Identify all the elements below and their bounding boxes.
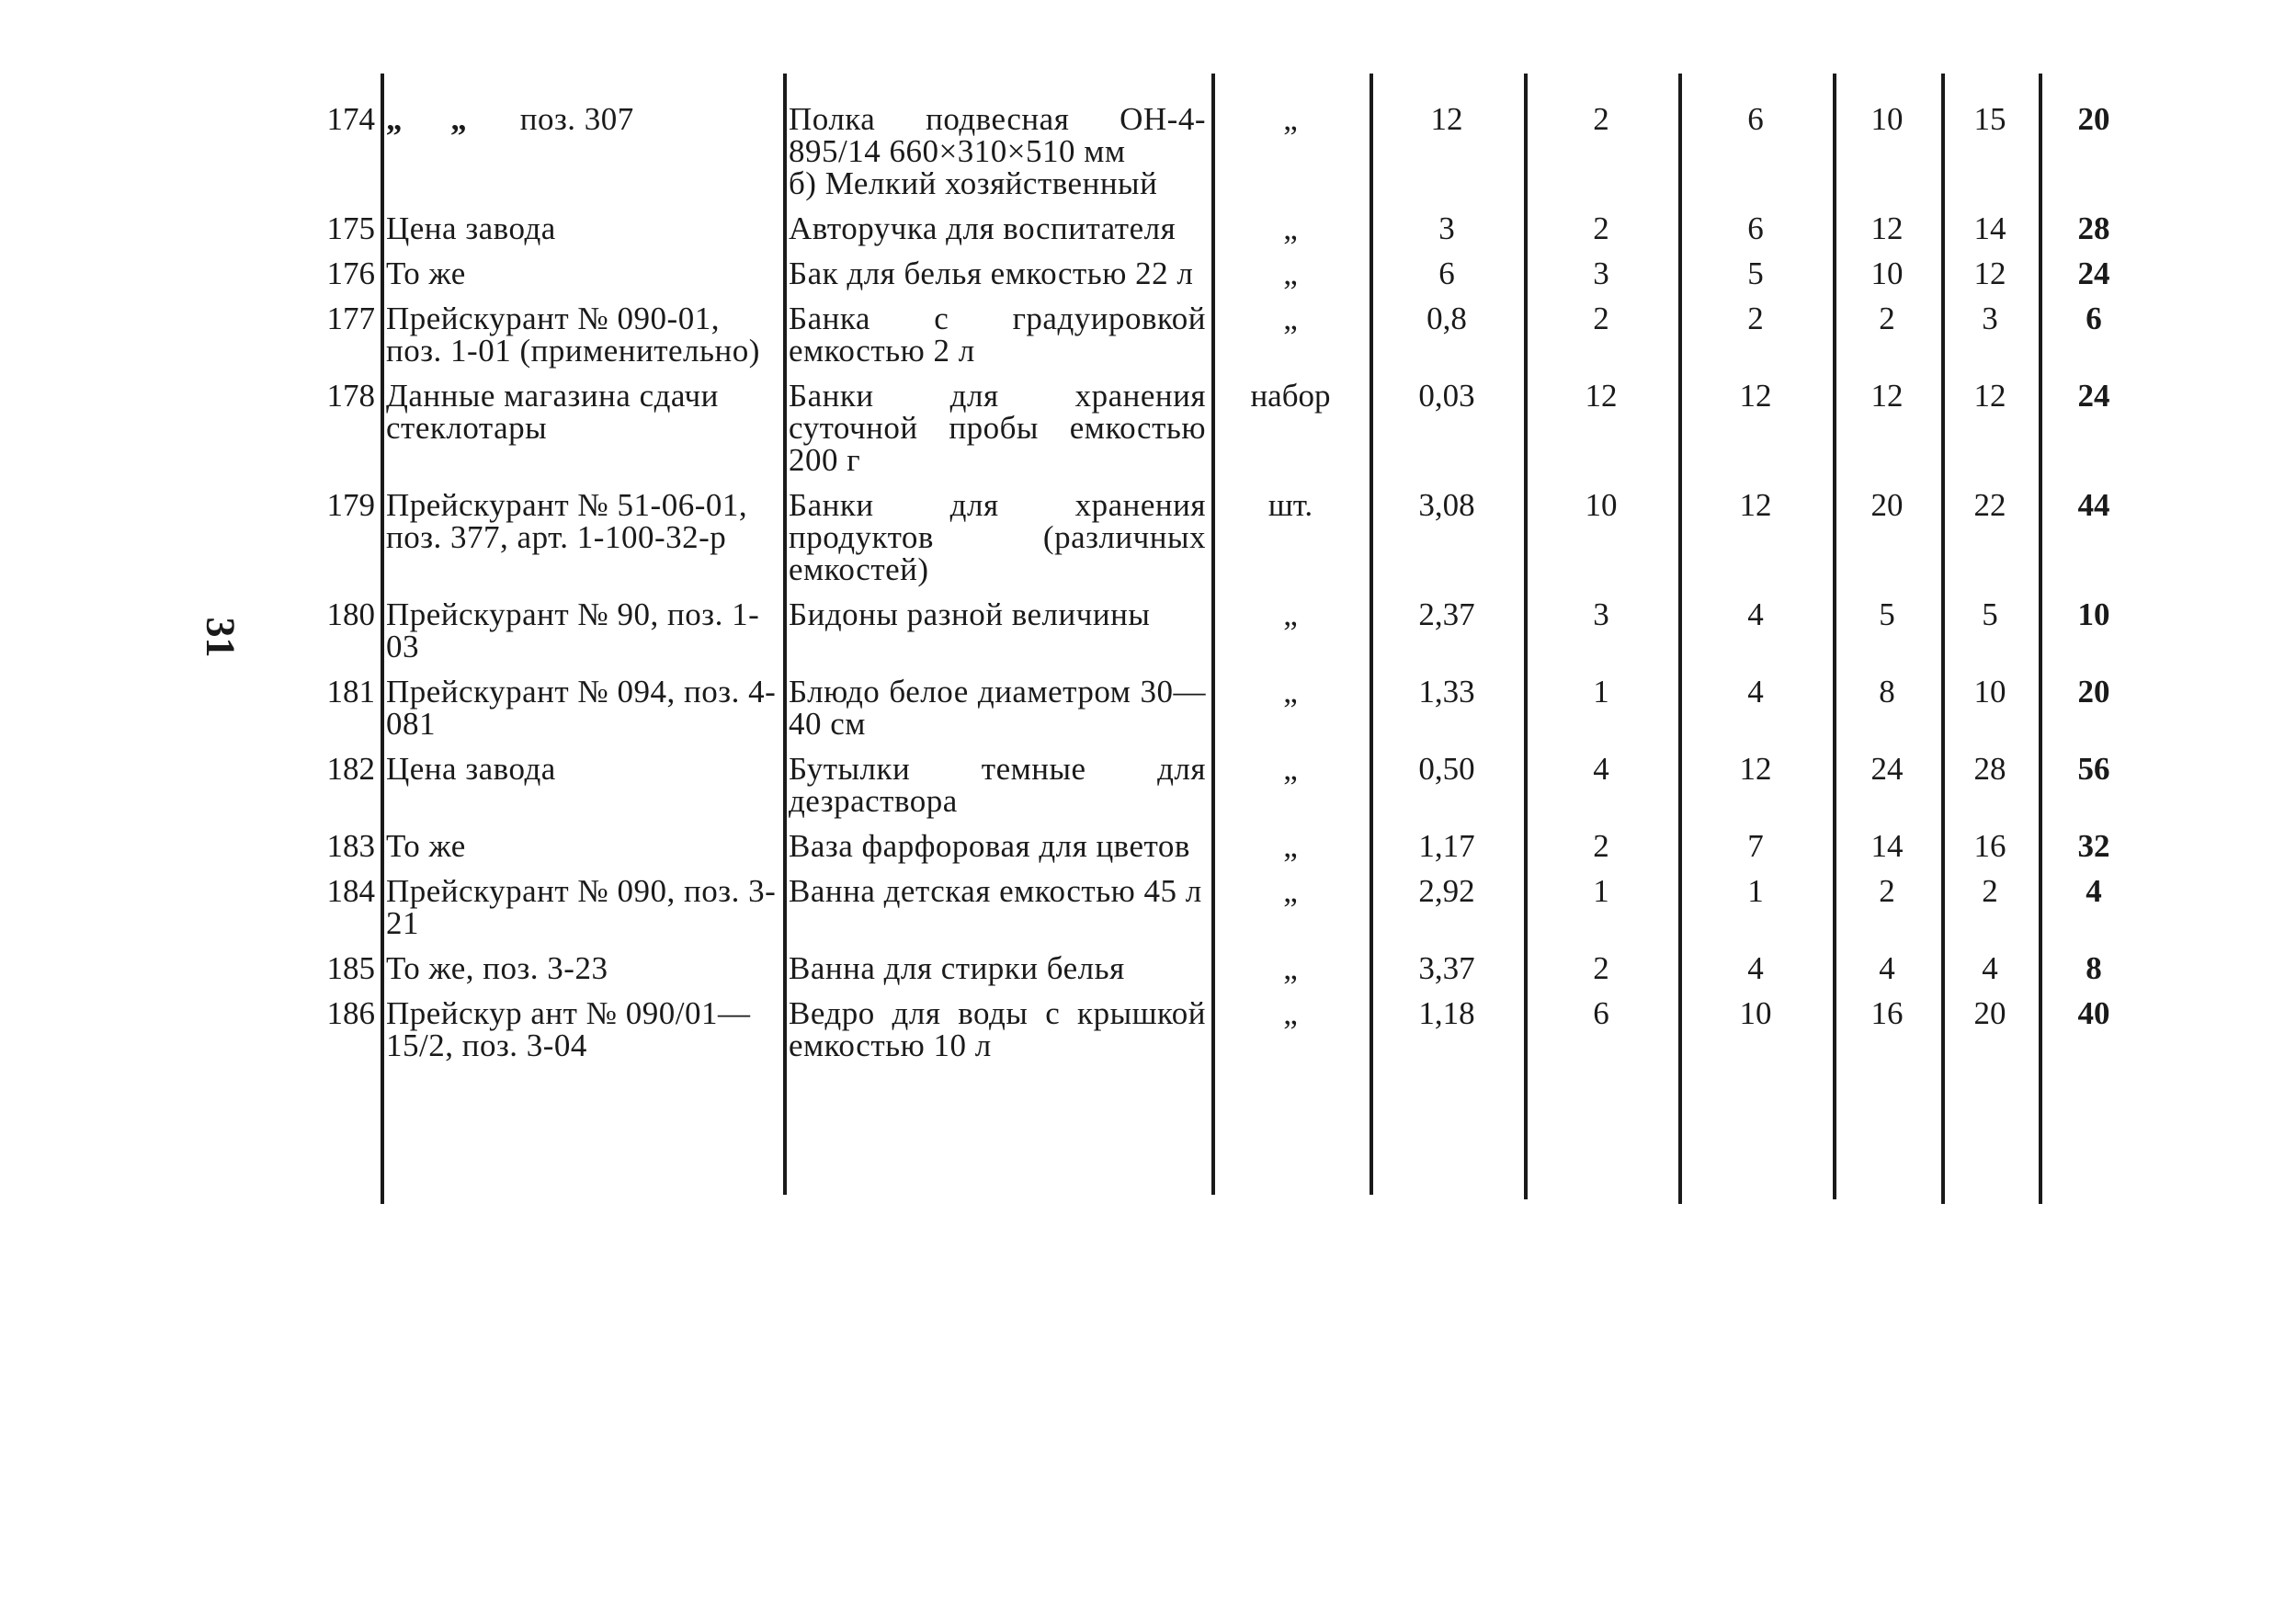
price-source-text: То же, поз. 3-23 xyxy=(386,952,608,986)
quantity-col-3: 2 xyxy=(1879,875,1895,909)
unit-price: 2,37 xyxy=(1418,598,1475,632)
price-source xyxy=(381,302,783,380)
unit-of-measure: „ xyxy=(1283,103,1298,137)
item-name-text: Банки для хранения продуктов (различных емкостей) xyxy=(789,489,1206,587)
ditto-mark: „ „ xyxy=(386,103,487,137)
quantity-col-4: 16 xyxy=(1973,830,2006,864)
unit-price: 1,33 xyxy=(1418,675,1475,710)
item-name xyxy=(783,830,1211,875)
quantity-col-5: 28 xyxy=(2077,212,2110,246)
quantity-col-4: 12 xyxy=(1973,257,2006,291)
price-source-text: Прейскурант № 90, поз. 1-03 xyxy=(386,598,760,664)
price-source xyxy=(381,997,783,1074)
quantity-col-2: 7 xyxy=(1747,830,1764,864)
quantity-col-2: 12 xyxy=(1739,753,1772,787)
item-name-text: Бидоны разной величины xyxy=(789,598,1151,632)
quantity-col-4: 5 xyxy=(1982,598,1998,632)
table-row xyxy=(267,380,2149,489)
quantity-col-2: 4 xyxy=(1747,598,1764,632)
unit-of-measure: „ xyxy=(1283,257,1298,291)
quantity-col-3: 20 xyxy=(1870,489,1904,523)
table-row xyxy=(267,830,2149,875)
quantity-col-5: 20 xyxy=(2077,675,2110,710)
unit-of-measure: „ xyxy=(1283,830,1298,864)
quantity-col-2: 5 xyxy=(1747,257,1764,291)
table-row xyxy=(267,997,2149,1074)
price-source-text: Цена завода xyxy=(386,753,556,787)
quantity-col-2: 12 xyxy=(1739,489,1772,523)
quantity-col-1: 2 xyxy=(1593,103,1609,137)
table-row xyxy=(267,257,2149,302)
unit-price: 3,08 xyxy=(1418,489,1475,523)
quantity-col-3: 4 xyxy=(1879,952,1895,986)
unit-of-measure: „ xyxy=(1283,753,1298,787)
quantity-col-2: 6 xyxy=(1747,212,1764,246)
items-table xyxy=(267,103,2149,1074)
quantity-col-5: 24 xyxy=(2077,380,2110,414)
price-source-text: Данные магазина сдачи стеклотары xyxy=(386,380,719,446)
item-name-text: Бак для белья емкостью 22 л xyxy=(789,257,1194,291)
quantity-col-3: 14 xyxy=(1870,830,1904,864)
row-number: 181 xyxy=(326,675,375,710)
quantity-col-1: 1 xyxy=(1593,675,1609,710)
item-name xyxy=(783,598,1211,675)
row-number: 186 xyxy=(326,997,375,1031)
quantity-col-4: 14 xyxy=(1973,212,2006,246)
quantity-col-5: 4 xyxy=(2086,875,2102,909)
unit-of-measure: набор xyxy=(1250,380,1331,414)
price-source xyxy=(381,212,783,257)
quantity-col-2: 4 xyxy=(1747,952,1764,986)
quantity-col-5: 6 xyxy=(2086,302,2102,336)
unit-of-measure: шт. xyxy=(1267,489,1313,523)
price-source-text: Прейскурант № 51-06-01, поз. 377, арт. 1-100-32-р xyxy=(386,489,748,555)
item-name xyxy=(783,997,1211,1074)
unit-of-measure: „ xyxy=(1283,997,1298,1031)
unit-of-measure: „ xyxy=(1283,875,1298,909)
price-source xyxy=(381,489,783,598)
row-number: 179 xyxy=(326,489,375,523)
table-row xyxy=(267,875,2149,952)
item-name xyxy=(783,675,1211,753)
row-number: 176 xyxy=(326,257,375,291)
quantity-col-4: 28 xyxy=(1973,753,2006,787)
table-row xyxy=(267,675,2149,753)
quantity-col-1: 4 xyxy=(1593,753,1609,787)
price-source-text: То же xyxy=(386,257,466,291)
table-row xyxy=(267,302,2149,380)
quantity-col-2: 10 xyxy=(1739,997,1772,1031)
quantity-col-1: 12 xyxy=(1585,380,1618,414)
quantity-col-4: 22 xyxy=(1973,489,2006,523)
item-name xyxy=(783,875,1211,952)
quantity-col-4: 4 xyxy=(1982,952,1998,986)
price-source xyxy=(381,830,783,875)
item-name xyxy=(783,103,1211,212)
price-source xyxy=(381,257,783,302)
unit-price: 1,18 xyxy=(1418,997,1475,1031)
quantity-col-5: 40 xyxy=(2077,997,2110,1031)
quantity-col-4: 2 xyxy=(1982,875,1998,909)
table-row xyxy=(267,103,2149,212)
unit-of-measure: „ xyxy=(1283,952,1298,986)
unit-price: 12 xyxy=(1430,103,1463,137)
unit-price: 2,92 xyxy=(1418,875,1475,909)
row-number: 175 xyxy=(326,212,375,246)
item-name-text: Ведро для воды с крышкой емкостью 10 л xyxy=(789,997,1206,1063)
unit-price: 1,17 xyxy=(1418,830,1475,864)
item-name-text: Блюдо белое диаметром 30—40 см xyxy=(789,675,1206,742)
item-name xyxy=(783,489,1211,598)
price-source-text: Прейскурант № 090, поз. 3-21 xyxy=(386,875,777,941)
price-source-text: поз. 307 xyxy=(519,103,634,137)
row-number: 177 xyxy=(326,302,375,336)
table-row xyxy=(267,598,2149,675)
unit-price: 3 xyxy=(1438,212,1455,246)
quantity-col-3: 12 xyxy=(1870,380,1904,414)
item-name-text: Банки для хранения суточной пробы емкостью 200 г xyxy=(789,380,1206,478)
row-number: 180 xyxy=(326,598,375,632)
price-source-text: Цена завода xyxy=(386,212,556,246)
quantity-col-4: 3 xyxy=(1982,302,1998,336)
item-name xyxy=(783,302,1211,380)
price-source xyxy=(381,952,783,997)
row-number: 174 xyxy=(326,103,375,137)
quantity-col-4: 15 xyxy=(1973,103,2006,137)
item-name-text: Банка с градуировкой емкостью 2 л xyxy=(789,302,1206,369)
price-source-text: Прейскурант № 090-01, поз. 1-01 (применительно) xyxy=(386,302,760,369)
quantity-col-3: 8 xyxy=(1879,675,1895,710)
quantity-col-5: 56 xyxy=(2077,753,2110,787)
item-name-text: Ванна для стирки белья xyxy=(789,952,1125,986)
quantity-col-3: 24 xyxy=(1870,753,1904,787)
row-number: 184 xyxy=(326,875,375,909)
quantity-col-2: 1 xyxy=(1747,875,1764,909)
price-source xyxy=(381,875,783,952)
price-source-text: Прейскур ант № 090/01—15/2, поз. 3-04 xyxy=(386,997,751,1063)
quantity-col-3: 10 xyxy=(1870,103,1904,137)
quantity-col-3: 5 xyxy=(1879,598,1895,632)
unit-price: 6 xyxy=(1438,257,1455,291)
unit-of-measure: „ xyxy=(1283,302,1298,336)
price-source xyxy=(381,753,783,830)
price-source xyxy=(381,103,783,212)
quantity-col-2: 2 xyxy=(1747,302,1764,336)
quantity-col-4: 12 xyxy=(1973,380,2006,414)
quantity-col-2: 4 xyxy=(1747,675,1764,710)
unit-of-measure: „ xyxy=(1283,675,1298,710)
quantity-col-1: 2 xyxy=(1593,830,1609,864)
quantity-col-1: 3 xyxy=(1593,598,1609,632)
quantity-col-1: 2 xyxy=(1593,952,1609,986)
item-name xyxy=(783,257,1211,302)
item-name-text: Полка подвесная ОН-4-895/14 660×310×510 мм xyxy=(789,103,1206,169)
item-name-text: Ваза фарфоровая для цветов xyxy=(789,830,1190,864)
section-subheading: б) Мелкий хозяйственный xyxy=(789,165,1158,201)
item-name xyxy=(783,212,1211,257)
row-number: 185 xyxy=(326,952,375,986)
price-source xyxy=(381,675,783,753)
unit-price: 0,8 xyxy=(1426,302,1467,336)
quantity-col-5: 20 xyxy=(2077,103,2110,137)
table-row xyxy=(267,212,2149,257)
quantity-col-3: 2 xyxy=(1879,302,1895,336)
table-row xyxy=(267,952,2149,997)
price-source xyxy=(381,380,783,489)
price-source-text: Прейскурант № 094, поз. 4-081 xyxy=(386,675,777,742)
quantity-col-1: 1 xyxy=(1593,875,1609,909)
quantity-col-1: 2 xyxy=(1593,302,1609,336)
item-name xyxy=(783,380,1211,489)
quantity-col-2: 6 xyxy=(1747,103,1764,137)
quantity-col-1: 3 xyxy=(1593,257,1609,291)
row-number: 183 xyxy=(326,830,375,864)
table-row xyxy=(267,753,2149,830)
quantity-col-5: 8 xyxy=(2086,952,2102,986)
quantity-col-1: 6 xyxy=(1593,997,1609,1031)
item-name-text: Ванна детская емкостью 45 л xyxy=(789,875,1202,909)
quantity-col-1: 2 xyxy=(1593,212,1609,246)
item-name-text: Авторучка для воспитателя xyxy=(789,212,1176,246)
item-name-text: Бутылки темные для дезраствора xyxy=(789,753,1206,819)
quantity-col-4: 10 xyxy=(1973,675,2006,710)
quantity-col-3: 12 xyxy=(1870,212,1904,246)
unit-price: 3,37 xyxy=(1418,952,1475,986)
price-source xyxy=(381,598,783,675)
price-source-text: То же xyxy=(386,830,466,864)
quantity-col-5: 44 xyxy=(2077,489,2110,523)
item-name xyxy=(783,753,1211,830)
unit-of-measure: „ xyxy=(1283,212,1298,246)
unit-of-measure: „ xyxy=(1283,598,1298,632)
unit-price: 0,03 xyxy=(1418,380,1475,414)
quantity-col-5: 24 xyxy=(2077,257,2110,291)
row-number: 178 xyxy=(326,380,375,414)
page-number: 31 xyxy=(198,617,244,658)
item-name xyxy=(783,952,1211,997)
quantity-col-2: 12 xyxy=(1739,380,1772,414)
quantity-col-3: 16 xyxy=(1870,997,1904,1031)
quantity-col-5: 32 xyxy=(2077,830,2110,864)
quantity-col-5: 10 xyxy=(2077,598,2110,632)
table-row xyxy=(267,489,2149,598)
row-number: 182 xyxy=(326,753,375,787)
quantity-col-1: 10 xyxy=(1585,489,1618,523)
unit-price: 0,50 xyxy=(1418,753,1475,787)
quantity-col-3: 10 xyxy=(1870,257,1904,291)
quantity-col-4: 20 xyxy=(1973,997,2006,1031)
